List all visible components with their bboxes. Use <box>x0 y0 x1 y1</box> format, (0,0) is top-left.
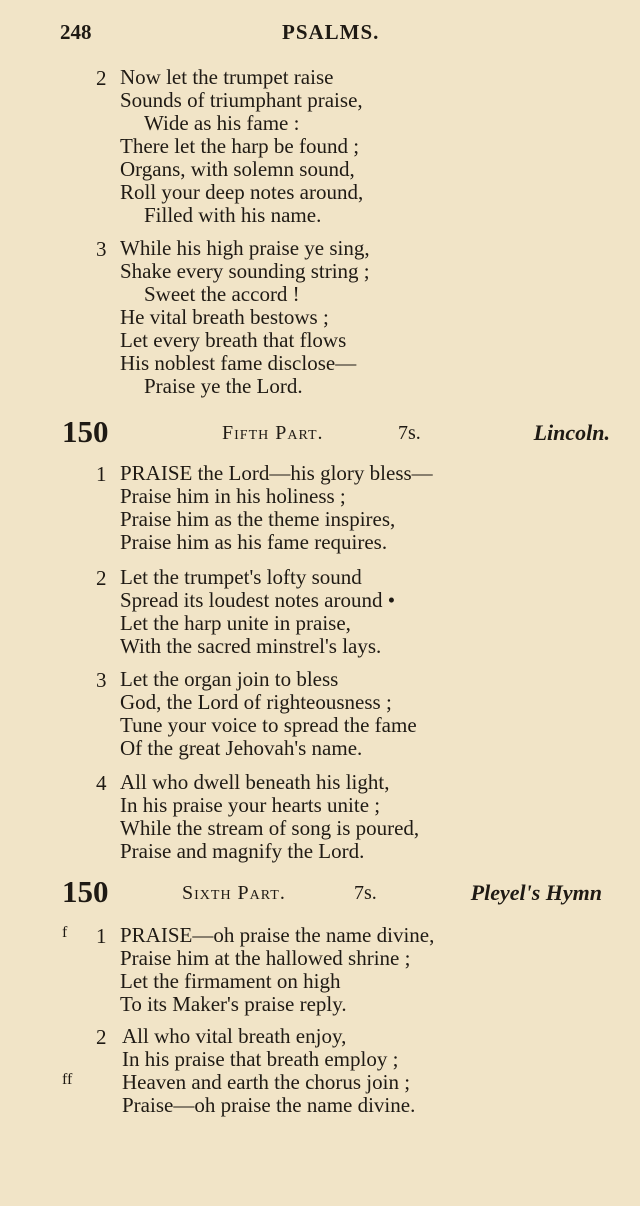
part-label: Fifth Part. <box>222 422 324 444</box>
dynamic-mark-ff: ff <box>62 1071 73 1088</box>
verse-line: With the sacred minstrel's lays. <box>120 634 382 658</box>
hymn-heading-sixth <box>0 874 640 914</box>
verse-line: Let the trumpet's lofty sound <box>120 565 362 589</box>
verse-line: All who dwell beneath his light, <box>120 770 390 794</box>
verse-line: Spread its loudest notes around • <box>120 588 396 612</box>
verse-line: PRAISE—oh praise the name divine, <box>120 923 435 947</box>
verse-line: Let the harp unite in praise, <box>120 611 351 635</box>
page-header <box>0 20 640 50</box>
verse-line: His noblest fame disclose— <box>120 351 357 375</box>
stanza-number: 4 <box>96 771 107 795</box>
verse-line: To its Maker's praise reply. <box>120 992 347 1016</box>
meter-label: 7s. <box>398 422 421 444</box>
verse-line: Praise him in his holiness ; <box>120 484 346 508</box>
page-number: 248 <box>60 20 92 44</box>
stanza-number: 1 <box>96 924 107 948</box>
stanza-number: 3 <box>96 668 107 692</box>
verse-line: Let the firmament on high <box>120 969 341 993</box>
dynamic-mark-f: f <box>62 924 68 941</box>
running-title: PSALMS. <box>282 20 380 44</box>
verse-line: Praise—oh praise the name divine. <box>122 1093 416 1117</box>
verse-line: In his praise your hearts unite ; <box>120 793 381 817</box>
verse-line: Sweet the accord ! <box>144 282 300 306</box>
tune-name: Pleyel's Hymn <box>470 880 602 905</box>
verse-line: Tune your voice to spread the fame <box>120 713 417 737</box>
verse-line: Roll your deep notes around, <box>120 180 364 204</box>
verse-line: Of the great Jehovah's name. <box>120 736 363 760</box>
verse-line: Organs, with solemn sound, <box>120 157 355 181</box>
verse-line: Wide as his fame : <box>144 111 300 135</box>
verse-line: In his praise that breath employ ; <box>122 1047 399 1071</box>
stanza-number: 2 <box>96 66 107 90</box>
tune-name: Lincoln. <box>533 420 610 445</box>
verse-line: Sounds of triumphant praise, <box>120 88 363 112</box>
hymn-number: 150 <box>62 874 109 909</box>
verse-line: There let the harp be found ; <box>120 134 360 158</box>
verse-line: Filled with his name. <box>144 203 322 227</box>
meter-label: 7s. <box>354 882 377 904</box>
part-label: Sixth Part. <box>182 882 286 904</box>
verse-line: Heaven and earth the chorus join ; <box>122 1070 411 1094</box>
stanza-number: 1 <box>96 462 107 486</box>
verse-line: Let every breath that flows <box>120 328 347 352</box>
verse-line: He vital breath bestows ; <box>120 305 329 329</box>
verse-line: Shake every sounding string ; <box>120 259 370 283</box>
verse-line: Praise and magnify the Lord. <box>120 839 365 863</box>
stanza-number: 2 <box>96 566 107 590</box>
verse-line: Praise him as the theme inspires, <box>120 507 396 531</box>
verse-line: Praise him at the hallowed shrine ; <box>120 946 411 970</box>
stanza-number: 2 <box>96 1025 107 1049</box>
verse-line: PRAISE the Lord—his glory bless— <box>120 461 433 485</box>
verse-line: Let the organ join to bless <box>120 667 339 691</box>
verse-line: Now let the trumpet raise <box>120 65 334 89</box>
hymn-number: 150 <box>62 414 109 449</box>
verse-line: While the stream of song is poured, <box>120 816 420 840</box>
verse-line: All who vital breath enjoy, <box>122 1024 347 1048</box>
hymn-heading-fifth <box>0 414 640 454</box>
stanza-number: 3 <box>96 237 107 261</box>
verse-line: God, the Lord of righteousness ; <box>120 690 392 714</box>
verse-line: Praise him as his fame requires. <box>120 530 388 554</box>
verse-line: While his high praise ye sing, <box>120 236 370 260</box>
verse-line: Praise ye the Lord. <box>144 374 303 398</box>
